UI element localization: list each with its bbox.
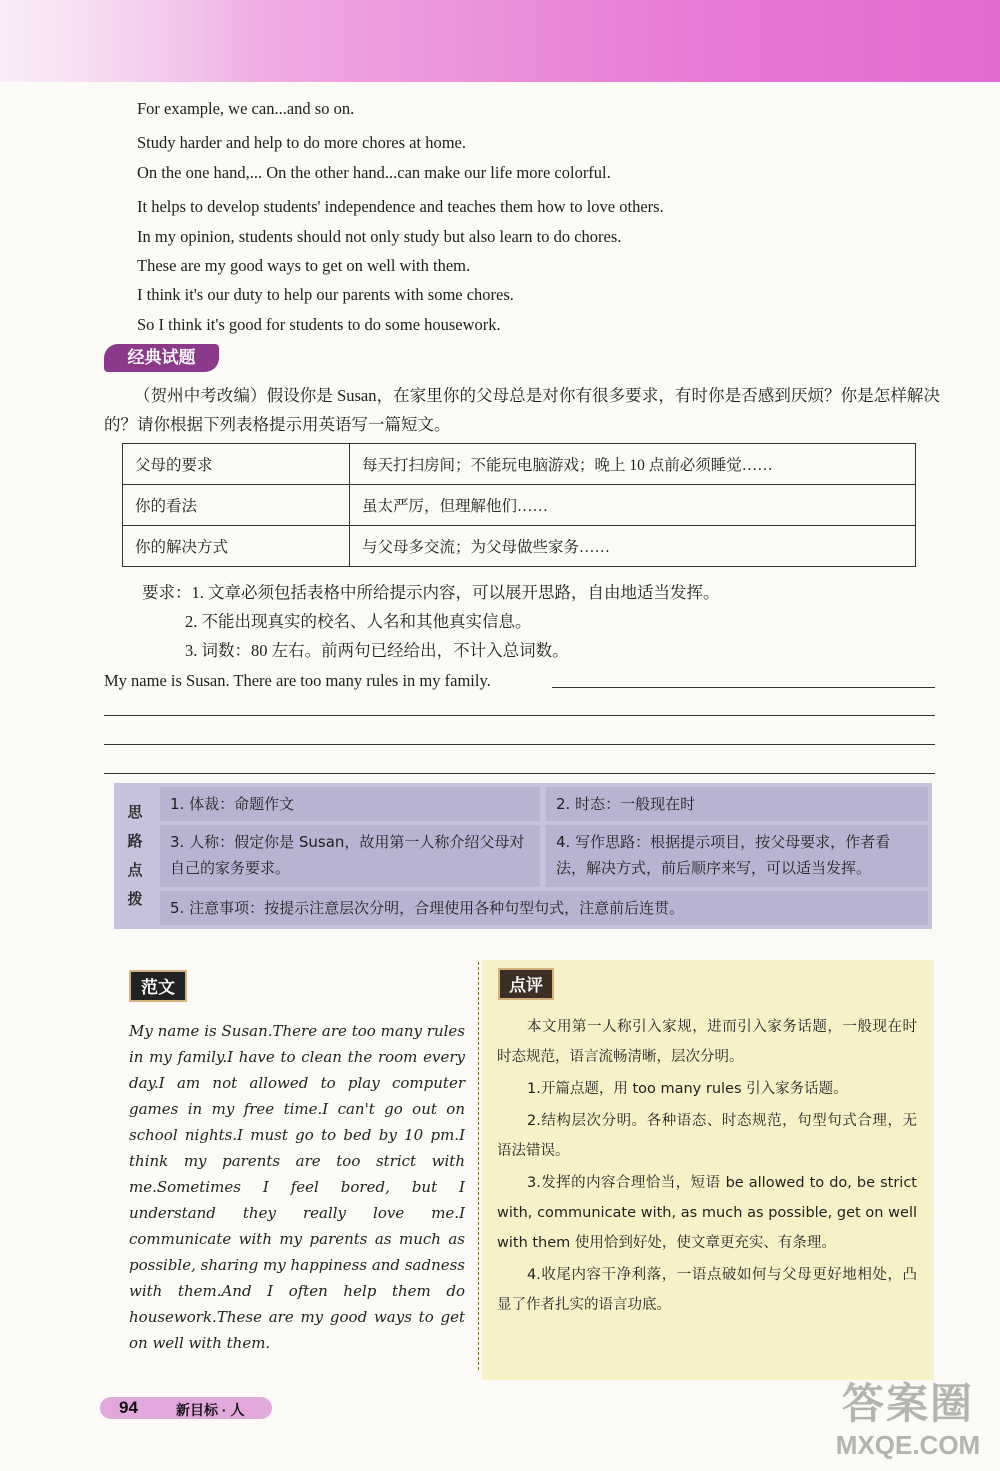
review-paragraph: 本文用第一人称引入家规，进而引入家务话题，一般现在时时态规范，语言流畅清晰，层次分明。 (497, 1019, 917, 1065)
writing-line (104, 744, 935, 745)
phrase-line: These are my good ways to get on well with them. (137, 256, 471, 276)
hint-person: 3. 人称：假定你是 Susan，故用第一人称介绍父母对自己的家务要求。 (160, 825, 540, 887)
model-essay-badge: 范文 (129, 970, 187, 1002)
phrase-line: So I think it's good for students to do some housework. (137, 314, 501, 334)
hint-side-char: 拨 (127, 891, 143, 908)
column-divider (478, 962, 479, 1370)
hint-notes: 5. 注意事项：按提示注意层次分明，合理使用各种句型句式，注意前后连贯。 (160, 891, 928, 925)
table-cell-label: 你的看法 (123, 485, 350, 526)
writing-line (552, 687, 935, 688)
hint-table (122, 443, 916, 567)
essay-start-sentence: My name is Susan. There are too many rules in my family. (104, 671, 491, 690)
hint-side-char: 路 (127, 833, 143, 850)
useful-phrases (137, 94, 937, 339)
page-number: 94 (119, 1398, 138, 1417)
review-paragraph: 2.结构层次分明。各种语态、时态规范，句型句式合理，无语法错误。 (497, 1113, 917, 1159)
question-intro: （贺州中考改编）假设你是 Susan，在家里你的父母总是对你有很多要求，有时你是否感到厌烦？你是怎样解决的？请你根据下列表格提示用英语写一篇短文。 (104, 386, 940, 434)
review-paragraph: 1.开篇点题，用 too many rules 引入家务话题。 (527, 1081, 848, 1097)
model-essay: My name is Susan.There are too many rules in my family.I have to clean the room every day.I am not allowed to play computer games in my free time.I can't go out on school nights.I must go to bed by 10 pm.I think my parents are too strict with me.Sometimes I feel bored, but I understand they really love me.I communicate with my parents as much as possible, sharing my happiness and sadness with them.And I often help them do housework.These are my good ways to get on well with them. (129, 1022, 465, 1352)
hint-genre: 1. 体裁：命题作文 (160, 787, 540, 821)
table-row (123, 526, 916, 567)
approach-hints-box (114, 783, 932, 929)
requirements (142, 578, 720, 665)
table-cell-content: 每天打扫房间；不能玩电脑游戏；晚上 10 点前必须睡觉…… (350, 444, 916, 485)
hint-side-label (114, 783, 156, 929)
hint-side-char: 点 (127, 862, 143, 879)
watermark (818, 1380, 998, 1468)
requirement-line: 要求：1. 文章必须包括表格中所给提示内容，可以展开思路，自由地适当发挥。 (142, 583, 720, 602)
top-decorative-band (0, 0, 1000, 82)
hint-writing-approach: 4. 写作思路：根据提示项目，按父母要求，作者看法，解决方式，前后顺序来写，可以适当发挥。 (546, 825, 928, 887)
table-cell-content: 与父母多交流；为父母做些家务…… (350, 526, 916, 567)
requirement-line: 3. 词数：80 左右。前两句已经给出，不计入总词数。 (185, 641, 569, 660)
writing-line (104, 773, 935, 774)
table-row (123, 485, 916, 526)
phrase-line: Study harder and help to do more chores at home. (137, 133, 466, 153)
phrase-line: In my opinion, students should not only study but also learn to do chores. (137, 226, 622, 246)
watermark-line: 答案圈 (841, 1380, 974, 1427)
table-row (123, 444, 916, 485)
hint-tense: 2. 时态：一般现在时 (546, 787, 928, 821)
phrase-line: On the one hand,... On the other hand...can make our life more colorful. (137, 162, 611, 182)
review-badge: 点评 (498, 968, 554, 1000)
review-paragraph: 3.发挥的内容合理恰当，短语 be allowed to do, be strict with, communicate with, as much as possible, get on well with them 使用恰到好处，使文章更充实、有条理。 (497, 1175, 917, 1251)
requirement-line: 2. 不能出现真实的校名、人名和其他真实信息。 (185, 612, 532, 631)
book-name: 新目标 · 人 (176, 1402, 245, 1418)
hint-side-char: 思 (127, 804, 143, 821)
table-cell-content: 虽太严厉，但理解他们…… (350, 485, 916, 526)
writing-line (104, 715, 935, 716)
table-cell-label: 你的解决方式 (123, 526, 350, 567)
phrase-line: For example, we can...and so on. (137, 99, 355, 118)
review-paragraph: 4.收尾内容干净利落，一语点破如何与父母更好地相处，凸显了作者扎实的语言功底。 (497, 1267, 917, 1313)
table-cell-label: 父母的要求 (123, 444, 350, 485)
phrase-line: I think it's our duty to help our parents with some chores. (137, 285, 514, 305)
watermark-line: MXQE.COM (835, 1430, 981, 1460)
phrase-line: It helps to develop students' independence and teaches them how to love others. (137, 197, 664, 217)
review-text (497, 1012, 917, 1322)
section-badge-classic-questions: 经典试题 (104, 344, 219, 372)
